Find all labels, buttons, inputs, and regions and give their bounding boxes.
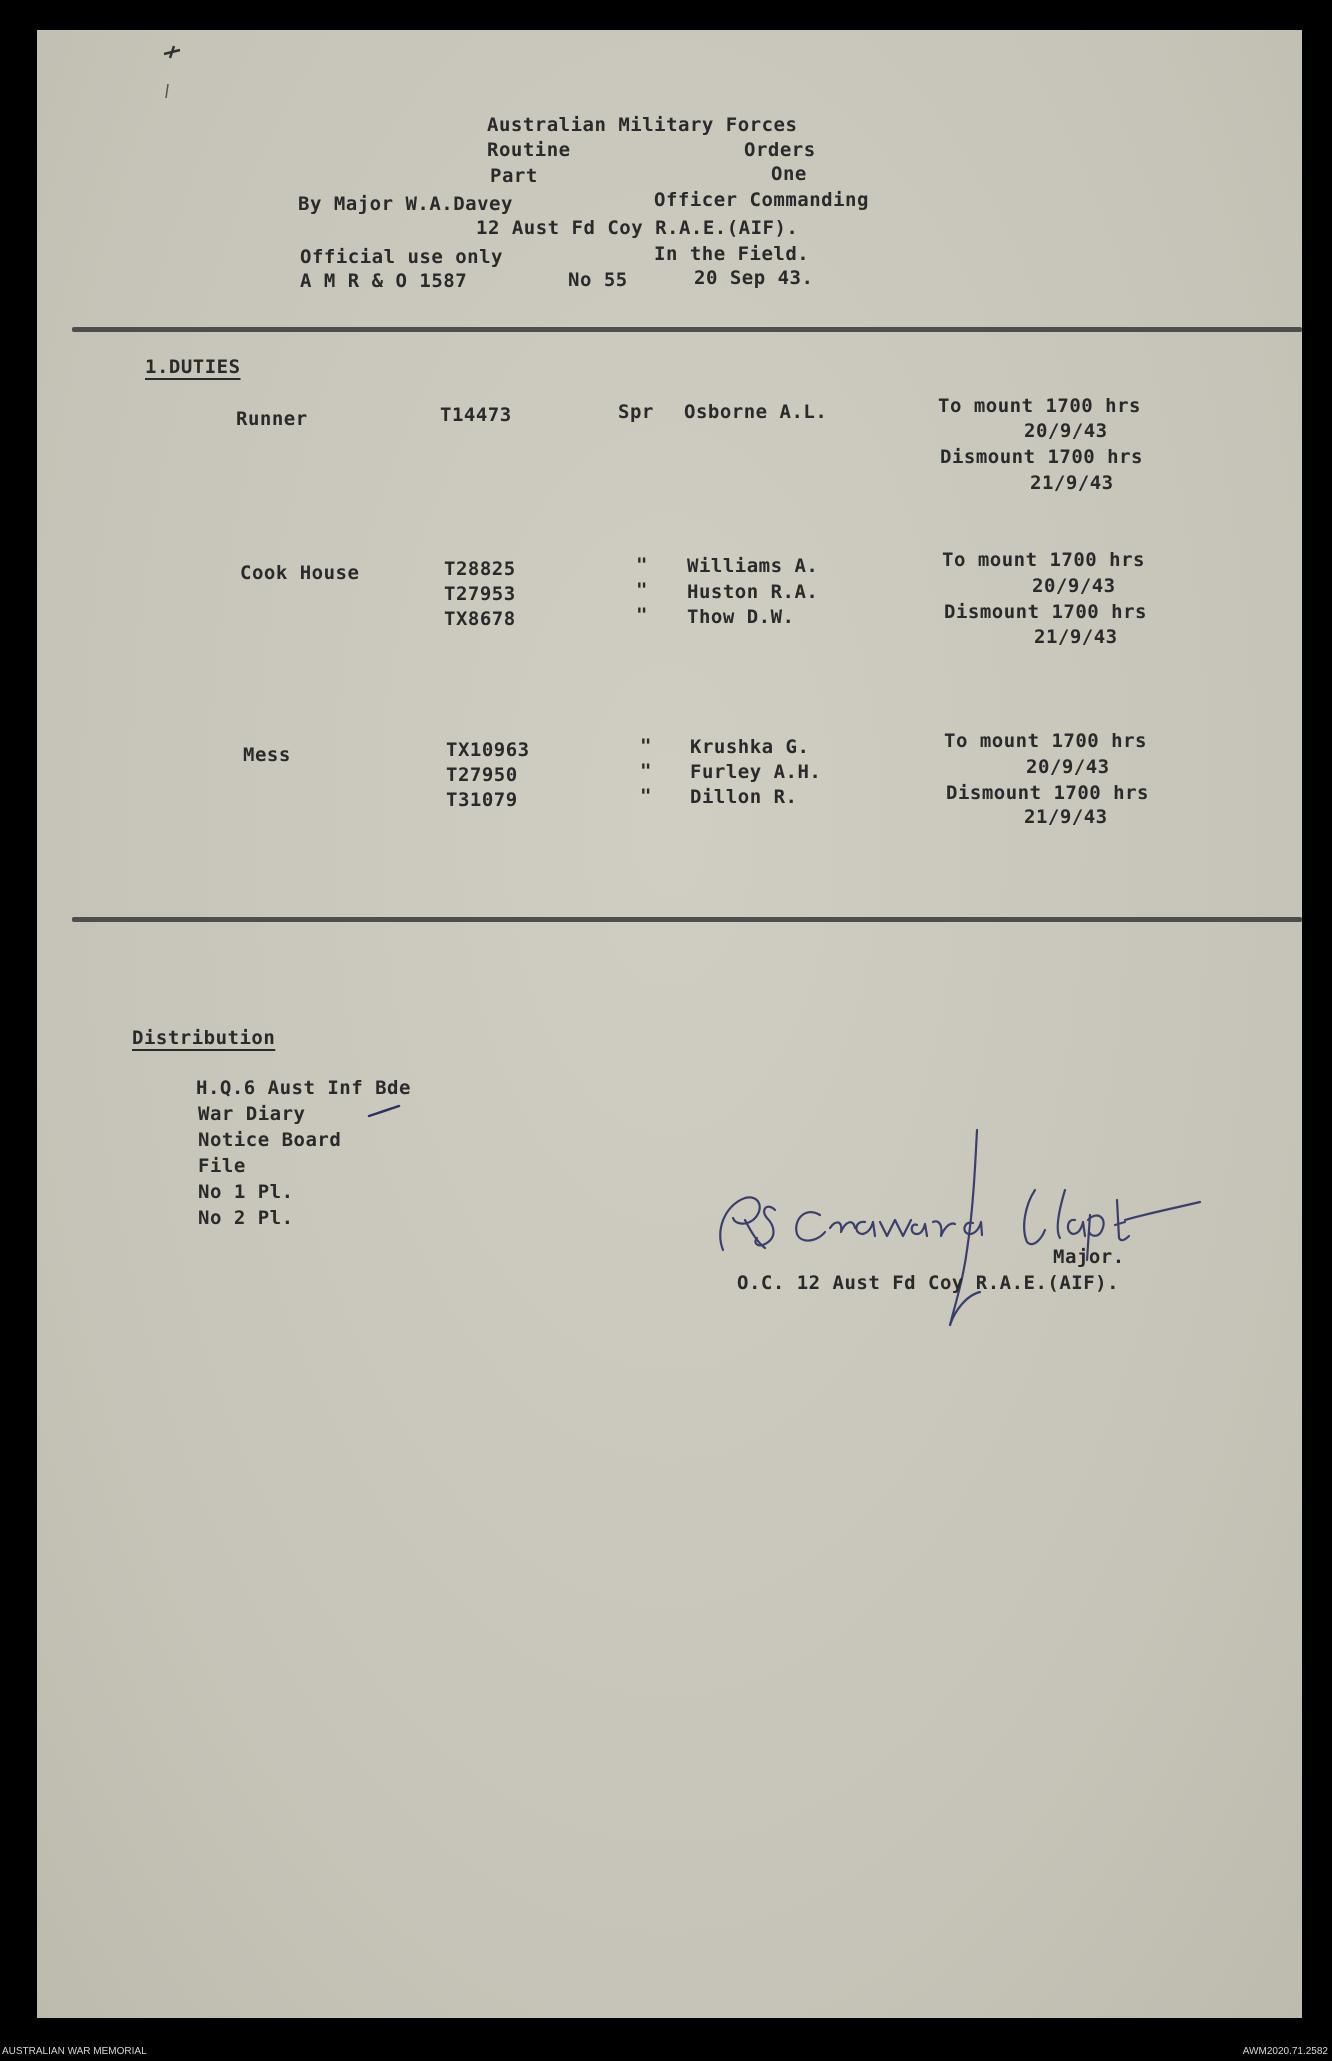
pencil-mark <box>150 40 190 100</box>
header-line1: Australian Military Forces <box>487 114 798 136</box>
dismount-date: 21/9/43 <box>1024 806 1108 828</box>
service-number: TX10963 <box>446 739 530 761</box>
mount-date: 20/9/43 <box>1026 756 1110 778</box>
signature-rank: Major. <box>1053 1246 1125 1268</box>
duty-name-mess: Mess <box>243 744 291 766</box>
ditto-mark: " <box>636 604 648 626</box>
distribution-item: File <box>198 1155 246 1177</box>
header-official: Official use only <box>300 246 503 268</box>
service-number: T27953 <box>444 583 516 605</box>
footer-right: AWM2020.71.2582 <box>1242 2046 1328 2057</box>
duty-name-cookhouse: Cook House <box>240 562 360 584</box>
mount-time: To mount 1700 hrs <box>938 395 1141 417</box>
handwritten-signature <box>705 1110 1205 1340</box>
mount-date: 20/9/43 <box>1024 420 1108 442</box>
header-one: One <box>771 163 807 185</box>
mount-time: To mount 1700 hrs <box>944 730 1147 752</box>
person-name: Huston R.A. <box>687 581 819 603</box>
person-name: Furley A.H. <box>690 761 822 783</box>
rank: Spr <box>618 401 654 423</box>
header-amr: A M R & O 1587 <box>300 270 468 292</box>
dismount-time: Dismount 1700 hrs <box>946 782 1149 804</box>
footer-left: AUSTRALIAN WAR MEMORIAL <box>2 2046 147 2057</box>
person-name: Dillon R. <box>690 786 798 808</box>
service-number: TX8678 <box>444 608 516 630</box>
top-rule <box>72 327 1302 332</box>
header-routine: Routine <box>487 139 571 161</box>
distribution-heading: Distribution <box>132 1027 276 1049</box>
person-name: Thow D.W. <box>687 606 795 628</box>
dismount-time: Dismount 1700 hrs <box>940 446 1143 468</box>
distribution-item: Notice Board <box>198 1129 342 1151</box>
duties-heading: 1.DUTIES <box>145 356 241 378</box>
service-number: T28825 <box>444 558 516 580</box>
service-number: T31079 <box>446 789 518 811</box>
ditto-mark: " <box>640 785 652 807</box>
person-name: Krushka G. <box>690 736 810 758</box>
header-officer: Officer Commanding <box>654 189 869 211</box>
ditto-mark: " <box>640 735 652 757</box>
header-no: No 55 <box>568 269 628 291</box>
header-orders: Orders <box>744 139 816 161</box>
header-unit: 12 Aust Fd Coy R.A.E.(AIF). <box>476 217 799 239</box>
service-number: T14473 <box>440 404 512 426</box>
ditto-mark: " <box>636 579 648 601</box>
ditto-mark: " <box>636 554 648 576</box>
ditto-mark: " <box>640 760 652 782</box>
header-field: In the Field. <box>654 243 810 265</box>
dismount-time: Dismount 1700 hrs <box>944 601 1147 623</box>
dismount-date: 21/9/43 <box>1030 472 1114 494</box>
header-date: 20 Sep 43. <box>694 267 814 289</box>
header-by: By Major W.A.Davey <box>298 193 513 215</box>
mount-date: 20/9/43 <box>1032 575 1116 597</box>
mount-time: To mount 1700 hrs <box>942 549 1145 571</box>
service-number: T27950 <box>446 764 518 786</box>
distribution-item: War Diary <box>198 1103 306 1125</box>
header-part: Part <box>490 165 538 187</box>
dismount-date: 21/9/43 <box>1034 626 1118 648</box>
signature-title: O.C. 12 Aust Fd Coy R.A.E.(AIF). <box>737 1272 1120 1294</box>
person-name: Williams A. <box>687 555 819 577</box>
distribution-item: No 1 Pl. <box>198 1181 294 1203</box>
distribution-item: H.Q.6 Aust Inf Bde <box>196 1077 411 1099</box>
person-name: Osborne A.L. <box>684 401 828 423</box>
tick-mark <box>365 1100 405 1120</box>
distribution-item: No 2 Pl. <box>198 1207 294 1229</box>
duty-name-runner: Runner <box>236 408 308 430</box>
bottom-rule <box>72 917 1302 922</box>
